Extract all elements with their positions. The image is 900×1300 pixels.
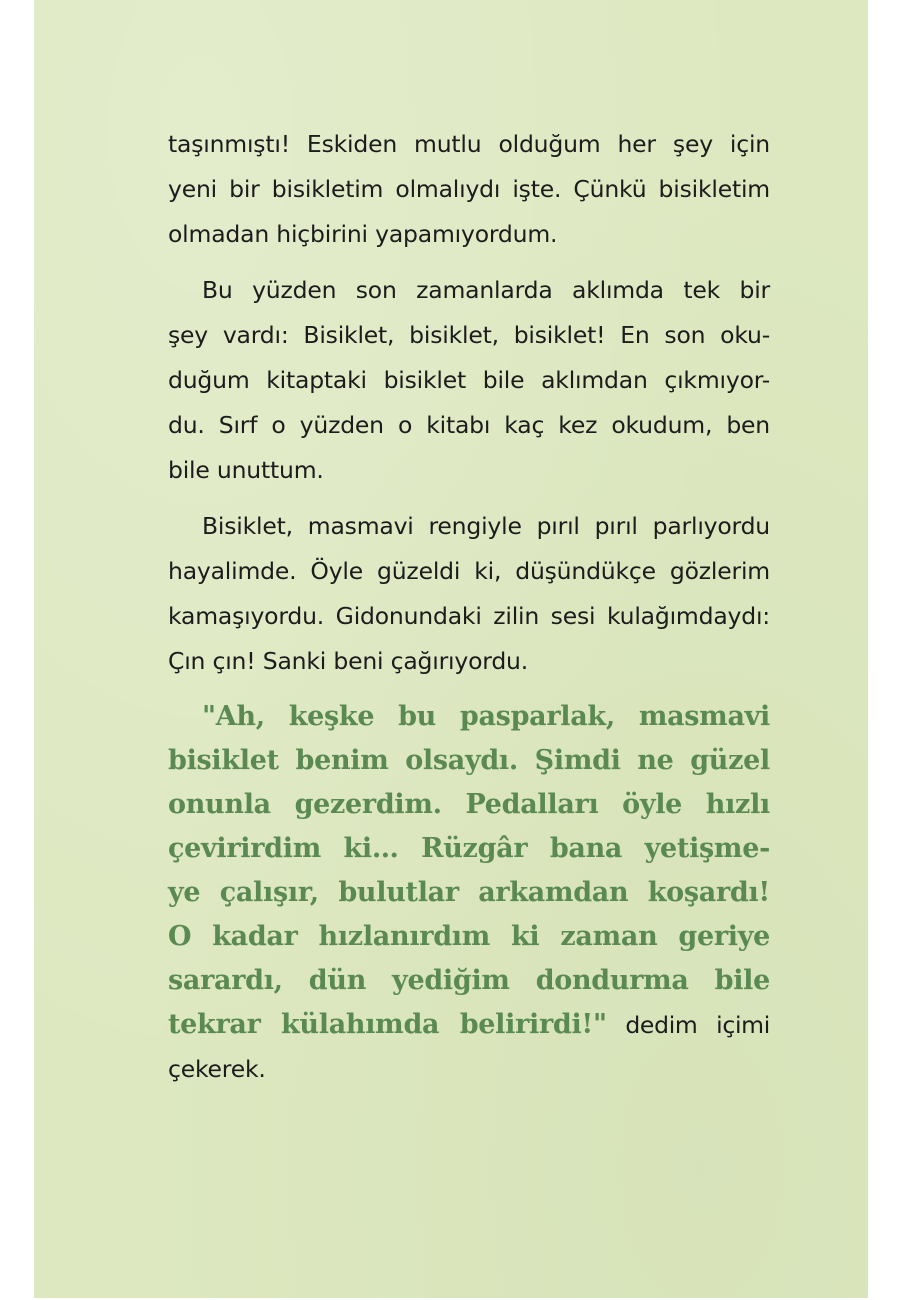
paragraph-3 [168,504,770,684]
paragraph-line: duğum kitaptaki bisiklet bile aklımdan çıkmıyor- [168,366,770,394]
quote-line: bisiklet benim olsaydı. Şimdi ne güzel [168,745,770,776]
paragraph-line: bile unuttum. [168,456,324,484]
quote-line: çevirirdim ki… Rüzgâr bana yetişme- [168,833,770,864]
quote-line: ye çalışır, bulutlar arkamdan koşardı! [168,877,770,908]
paragraph-line: yeni bir bisikletim olmalıydı işte. Çünkü bisikletim [168,175,770,203]
paragraph-line: hayalimde. Öyle güzeldi ki, düşündükçe gözlerim [168,557,770,585]
paragraph-line: Çın çın! Sanki beni çağırıyordu. [168,647,528,675]
quote-line: O kadar hızlanırdım ki zaman geriye [168,921,770,952]
paragraph-line: taşınmıştı! Eskiden mutlu olduğum her şey için [168,130,770,158]
paragraph-line: kamaşıyordu. Gidonundaki zilin sesi kulağımdaydı: [168,602,770,630]
paragraph-line: şey vardı: Bisiklet, bisiklet, bisiklet! En son oku- [168,321,770,349]
book-page [34,0,868,1298]
quote-after-line: çekerek. [168,1055,266,1083]
paragraph-line: Bisiklet, masmavi rengiyle pırıl pırıl parlıyordu [202,512,770,540]
quote-block [168,695,770,1091]
quote-line: onunla gezerdim. Pedalları öyle hızlı [168,789,770,820]
text-block [168,122,770,1091]
quote-final-line [168,1003,770,1047]
paragraph-2 [168,268,770,493]
quote-final-text: tekrar külahımda belirirdi!" [168,1009,607,1040]
paragraph-1 [168,122,770,257]
quote-line: sarardı, dün yediğim dondurma bile [168,965,770,996]
paragraph-line: du. Sırf o yüzden o kitabı kaç kez okudum, ben [168,411,770,439]
paragraph-line: olmadan hiçbirini yapamıyordum. [168,220,558,248]
quote-line: "Ah, keşke bu pasparlak, masmavi [202,701,770,732]
quote-tail-text: dedim içimi [606,1011,770,1039]
paragraph-line: Bu yüzden son zamanlarda aklımda tek bir [202,276,770,304]
